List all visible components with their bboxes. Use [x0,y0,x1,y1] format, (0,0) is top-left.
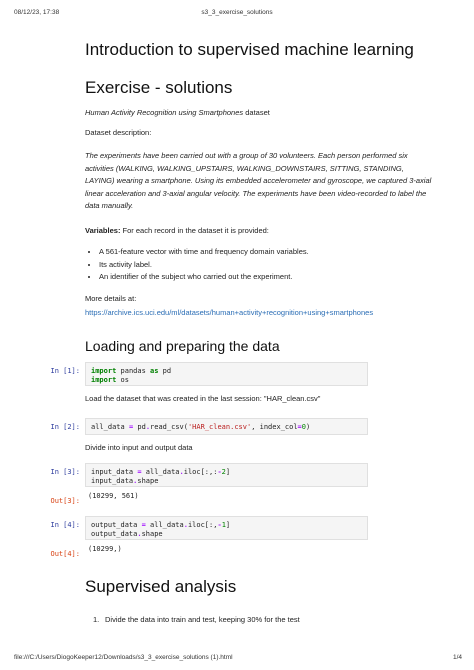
list-item: • A 561-feature vector with time and frequency domain variables. [99,246,435,259]
dataset-suffix: dataset [243,108,270,117]
variables-list [85,246,435,284]
print-page-number: 1/4 [452,654,462,661]
out-prompt-3: Out[3]: [50,497,80,505]
divide-text: Divide into input and output data [85,443,193,452]
list-item: • An identifier of the subject who carried out the experiment. [99,271,435,284]
notebook-subtitle: Exercise - solutions [85,78,233,97]
output-3: (10299, 561) [88,492,139,500]
in-prompt-4: In [4]: [50,521,80,529]
section-loading-heading: Loading and preparing the data [85,338,280,354]
variables-text: For each record in the dataset it is provided: [120,226,269,235]
step-1-text: Divide the data into train and test, keeping 30% for the test [105,615,300,624]
print-title: s3_3_exercise_solutions [201,9,273,16]
print-file-path: file:///C:/Users/DiogoKeeper12/Downloads/s3_3_exercise_solutions (1).html [14,654,233,661]
dataset-line [85,107,270,120]
variables-label: Variables: [85,226,121,235]
load-dataset-text: Load the dataset that was created in the last session: "HAR_clean.csv" [85,394,321,403]
code-cell-4[interactable]: output_data = all_data.iloc[:,-1] output_data.shape [85,516,368,540]
notebook-title: Introduction to supervised machine learning [85,40,414,59]
code-cell-2[interactable]: all_data = pd.read_csv('HAR_clean.csv', index_col=0) [85,418,368,435]
more-details-label: More details at: [85,294,137,303]
step-number: 1. [93,615,100,624]
dataset-description-label: Dataset description: [85,128,152,137]
dataset-description: The experiments have been carried out with a group of 30 volunteers. Each person performed six activities (WALKING, WALKING_UPSTAIRS, WALKING_DOWNSTAIRS, SITTING, STANDING, LAYING) wearing a smartphone. Using its embedded accelerometer and gyroscope, we captured 3-axial linear acceleration and 3-axial angular velocity. The experiments have been video-recorded to label the data manually. [85,151,432,210]
in-prompt-3: In [3]: [50,468,80,476]
dataset-name: Human Activity Recognition using Smartphones [85,108,244,117]
code-cell-3[interactable]: input_data = all_data.iloc[:,:-2] input_data.shape [85,463,368,487]
code-cell-1[interactable]: import pandas as pd import os [85,362,368,386]
list-item: • Its activity label. [99,259,435,272]
in-prompt-2: In [2]: [50,423,80,431]
variables-line [85,225,269,238]
out-prompt-4: Out[4]: [50,550,80,558]
section-supervised-heading: Supervised analysis [85,577,237,596]
in-prompt-1: In [1]: [50,367,80,375]
output-4: (10299,) [88,545,122,553]
dataset-link[interactable]: https://archive.ics.uci.edu/ml/datasets/human+activity+recognition+using+smartphones [85,308,374,317]
print-datetime: 08/12/23, 17:38 [14,9,60,16]
